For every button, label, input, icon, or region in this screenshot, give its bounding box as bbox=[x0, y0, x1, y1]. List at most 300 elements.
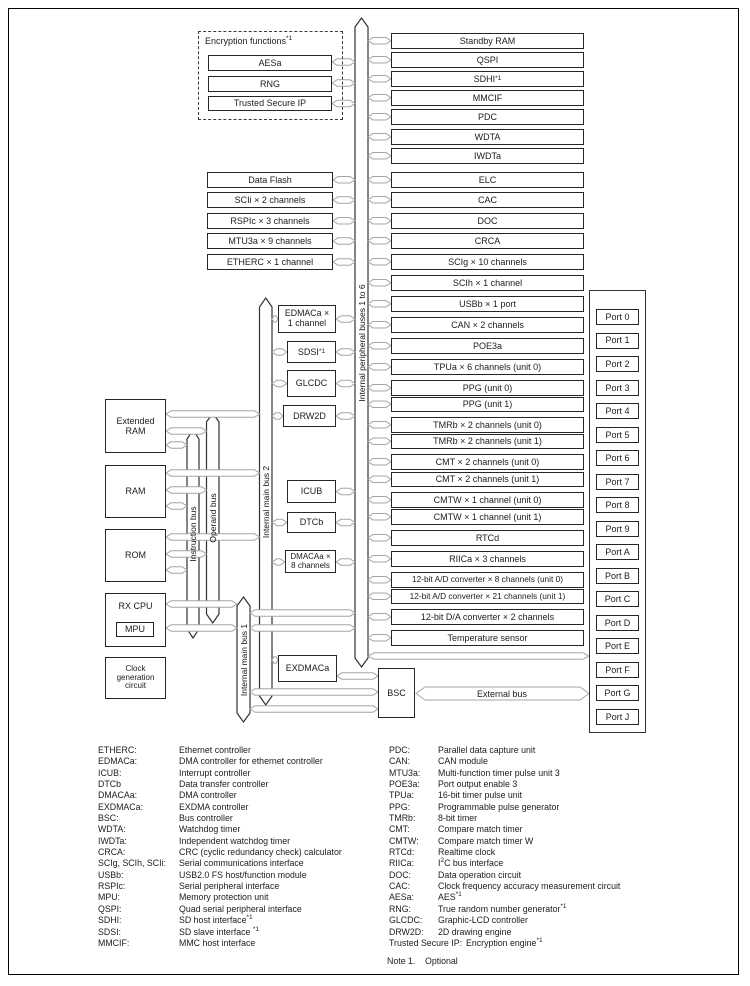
legend-def bbox=[438, 745, 535, 756]
block-wdta-label: WDTA bbox=[474, 131, 501, 142]
block-temperature-sensor-label: Temperature sensor bbox=[447, 632, 528, 643]
legend-row-tmrb bbox=[389, 813, 620, 824]
block-port-c-label: Port C bbox=[604, 594, 631, 605]
legend-term: MTU3a: bbox=[389, 767, 421, 778]
legend-note-label: Note 1. bbox=[387, 956, 416, 966]
bus-instruction-bus-label: Instruction bus bbox=[188, 506, 198, 562]
block-port-a-label: Port A bbox=[605, 547, 630, 558]
bus-connector bbox=[272, 349, 287, 355]
legend-def bbox=[438, 892, 462, 903]
block-glcdc-label: GLCDC bbox=[295, 378, 328, 389]
block-extended-ram-label: Extended RAM bbox=[116, 415, 155, 436]
block-port-5-label: Port 5 bbox=[605, 429, 630, 440]
block-tmrb-2-channels-unit-1-label: TMRb × 2 channels (unit 1) bbox=[433, 436, 542, 447]
block-sdhi-label: SDHI bbox=[473, 73, 496, 84]
block-port-4 bbox=[596, 403, 639, 419]
block-12-bit-a-d-converter-8-channels-unit-0 bbox=[391, 572, 584, 588]
legend-def bbox=[438, 870, 521, 881]
bus-connector bbox=[368, 593, 391, 599]
legend-term: PDC: bbox=[389, 745, 411, 755]
block-ppg-unit-1 bbox=[391, 397, 584, 413]
block-port-a bbox=[596, 544, 639, 560]
block-exdmaca-label: EXDMACa bbox=[285, 663, 330, 674]
legend-def-sup: *1 bbox=[455, 891, 462, 899]
block-pdc-label: PDC bbox=[477, 111, 497, 122]
block-clock-generation-circuit-label: Clock generation circuit bbox=[116, 663, 155, 691]
legend-def-text: 2D drawing engine bbox=[438, 926, 512, 937]
bus-connector bbox=[368, 385, 391, 391]
block-rng-label: RNG bbox=[260, 78, 280, 89]
block-can-2-channels bbox=[391, 317, 584, 333]
bus-connector bbox=[250, 610, 355, 616]
block-port-f bbox=[596, 662, 639, 678]
block-crca-label: CRCA bbox=[474, 235, 501, 246]
bus-connector bbox=[166, 503, 187, 509]
bus-connector bbox=[368, 577, 391, 583]
legend-def-sup: 2 bbox=[440, 857, 445, 865]
bus-internal-main-bus-2-label: Internal main bus 2 bbox=[260, 465, 271, 538]
block-extended-ram bbox=[105, 399, 166, 453]
block-drw2d-label: DRW2D bbox=[293, 410, 326, 421]
block-ppg-unit-0 bbox=[391, 380, 584, 396]
legend-term: RSPIc: bbox=[98, 881, 126, 892]
block-port-g-label: Port G bbox=[604, 688, 631, 699]
block-mmcif-label: MMCIF bbox=[472, 92, 503, 103]
block-sdsi-label: SDSI bbox=[297, 346, 319, 357]
legend-term: DMACAa: bbox=[98, 790, 138, 801]
block-port-f-label: Port F bbox=[605, 664, 630, 675]
legend-def-text: EXDMA controller bbox=[179, 801, 249, 812]
legend-def bbox=[179, 870, 307, 881]
legend-term: SDHI: bbox=[98, 915, 122, 926]
legend-row-usbb bbox=[98, 870, 342, 881]
block-etherc-1-channel-label: ETHERC × 1 channel bbox=[226, 256, 314, 267]
block-doc-label: DOC bbox=[477, 215, 498, 226]
block-bsc-label: BSC bbox=[387, 687, 406, 698]
block-rng bbox=[208, 76, 332, 92]
legend-def bbox=[179, 858, 304, 869]
legend-def bbox=[438, 756, 488, 767]
block-scii-2-channels-label: SCIi × 2 channels bbox=[234, 194, 306, 205]
legend-def-sup: *1 bbox=[252, 925, 259, 933]
encryption-functions-title-text: Encryption functions bbox=[205, 36, 287, 46]
bus-connector bbox=[166, 487, 207, 493]
legend-term: RTCd: bbox=[389, 847, 415, 858]
block-port-1-label: Port 1 bbox=[605, 335, 630, 346]
block-standby-ram bbox=[391, 33, 584, 49]
block-etherc-1-channel bbox=[207, 254, 333, 270]
block-doc bbox=[391, 213, 584, 229]
bus-connector bbox=[250, 625, 355, 631]
legend-def bbox=[179, 756, 323, 767]
legend-term: MMCIF: bbox=[98, 937, 130, 948]
legend-term: DRW2D: bbox=[389, 926, 424, 937]
legend-term: EXDMACa: bbox=[98, 801, 143, 812]
bus-connector bbox=[368, 476, 391, 482]
legend-def-text: Port output enable 3 bbox=[438, 779, 518, 790]
peripheral-to-ports-wire bbox=[368, 653, 589, 659]
legend-def bbox=[438, 904, 567, 915]
legend-def-text: Bus controller bbox=[179, 813, 233, 824]
block-tpua-6-channels-unit-0-label: TPUa × 6 channels (unit 0) bbox=[433, 361, 542, 372]
block-12-bit-d-a-converter-2-channels bbox=[391, 609, 584, 625]
block-port-7 bbox=[596, 474, 639, 490]
bus-connector bbox=[336, 316, 355, 322]
block-mtu3a-9-channels-label: MTU3a × 9 channels bbox=[228, 235, 312, 246]
legend-def-text: DMA controller bbox=[179, 790, 237, 801]
legend-def-text: Clock frequency accuracy measurement circuit bbox=[438, 881, 621, 892]
external-bus-label: External bus bbox=[476, 688, 528, 699]
legend-def bbox=[438, 915, 528, 926]
legend-term: TMRb: bbox=[389, 813, 416, 824]
block-edmaca-1-channel-label: EDMACa × bbox=[284, 308, 330, 319]
block-ram-label: RAM bbox=[125, 486, 146, 497]
block-12-bit-a-d-converter-21-channels-unit-1-label: 12-bit A/D converter × 21 channels (unit 1) bbox=[409, 590, 566, 601]
block-dmacaa-8-channels bbox=[285, 550, 336, 573]
legend-def-text: Quad serial peripheral interface bbox=[179, 903, 302, 914]
block-mmcif bbox=[391, 90, 584, 106]
block-edmaca-1-channel-label: 1 channel bbox=[287, 318, 327, 328]
bus-connector bbox=[368, 134, 391, 140]
block-drw2d bbox=[283, 405, 336, 427]
bus-connector bbox=[368, 153, 391, 159]
block-pdc bbox=[391, 109, 584, 125]
block-rom bbox=[105, 529, 166, 582]
block-port-5 bbox=[596, 427, 639, 443]
legend-def bbox=[466, 938, 543, 949]
legend-def bbox=[438, 836, 533, 847]
block-rspic-3-channels bbox=[207, 213, 333, 229]
legend-def bbox=[179, 813, 233, 824]
legend-row-exdmaca bbox=[98, 802, 342, 813]
legend-row-scig-scih-scii bbox=[98, 858, 342, 869]
legend-def-text: MMC host interface bbox=[179, 937, 256, 948]
block-cmt-2-channels-unit-1-label: CMT × 2 channels (unit 1) bbox=[435, 474, 540, 485]
legend-row-can bbox=[389, 756, 620, 767]
bus-connector bbox=[336, 519, 355, 525]
block-standby-ram-label: Standby RAM bbox=[459, 35, 516, 46]
block-cmtw-1-channel-unit-1-label: CMTW × 1 channel (unit 1) bbox=[433, 511, 542, 522]
legend-term: TPUa: bbox=[389, 790, 414, 801]
legend-row-cmt bbox=[389, 824, 620, 835]
block-port-e bbox=[596, 638, 639, 654]
legend-def bbox=[438, 790, 522, 801]
legend-row-rng bbox=[389, 904, 620, 915]
legend-def-text: Interrupt controller bbox=[179, 767, 251, 778]
legend-term: MPU: bbox=[98, 892, 120, 903]
bus-connector bbox=[166, 601, 237, 607]
bus-connector bbox=[333, 238, 355, 244]
bus-connector bbox=[166, 567, 187, 573]
bus-connector bbox=[368, 614, 391, 620]
block-port-2-label: Port 2 bbox=[605, 359, 630, 369]
legend-row-glcdc bbox=[389, 915, 620, 926]
legend-def bbox=[179, 824, 240, 835]
bus-connector bbox=[368, 422, 391, 428]
legend-term: CAN: bbox=[389, 756, 411, 767]
legend-row-mpu bbox=[98, 892, 342, 903]
block-port-j-label: Port J bbox=[605, 711, 630, 722]
block-cmtw-1-channel-unit-0-label: CMTW × 1 channel (unit 0) bbox=[433, 494, 542, 505]
bus-connector bbox=[337, 673, 378, 679]
legend-def bbox=[438, 802, 559, 813]
block-riica-3-channels bbox=[391, 551, 584, 567]
bus-operand-bus-label: Operand bus bbox=[207, 493, 218, 543]
block-cmtw-1-channel-unit-1 bbox=[391, 509, 584, 525]
legend-left-column bbox=[98, 745, 342, 949]
legend-row-drw2d bbox=[389, 927, 620, 938]
legend-def-text: Ethernet controller bbox=[179, 745, 251, 755]
legend-row-edmaca bbox=[98, 756, 342, 767]
legend-def-text: Compare match timer W bbox=[438, 835, 534, 846]
legend-term: SCIg, SCIh, SCIi: bbox=[98, 858, 166, 869]
block-rtcd-label: RTCd bbox=[475, 532, 500, 543]
block-aesa-label: AESa bbox=[258, 57, 282, 68]
legend-term: IWDTa: bbox=[98, 835, 127, 846]
legend-row-wdta bbox=[98, 824, 342, 835]
legend-row-aesa bbox=[389, 892, 620, 903]
legend-def bbox=[179, 938, 255, 949]
block-port-3 bbox=[596, 380, 639, 396]
block-port-4-label: Port 4 bbox=[605, 406, 630, 417]
bus-connector bbox=[336, 559, 355, 565]
legend-def-text: CAN module bbox=[438, 756, 488, 767]
block-can-2-channels-label: CAN × 2 channels bbox=[451, 319, 524, 330]
legend-def bbox=[438, 813, 477, 824]
bus-connector bbox=[368, 514, 391, 520]
legend-def-text: CRC (cyclic redundancy check) calculator bbox=[179, 847, 342, 858]
legend-term: CMT: bbox=[389, 824, 410, 835]
block-usbb-1-port bbox=[391, 296, 584, 312]
block-port-1 bbox=[596, 333, 639, 349]
block-port-9-label: Port 9 bbox=[605, 523, 630, 534]
legend-def-text: DMA controller for ethernet controller bbox=[179, 756, 323, 767]
bus-connector bbox=[368, 301, 391, 307]
block-qspi-label: QSPI bbox=[476, 54, 499, 65]
legend-term: RIICa: bbox=[389, 858, 414, 869]
bus-connector bbox=[368, 401, 391, 407]
block-rspic-3-channels-label: RSPIc × 3 channels bbox=[230, 215, 310, 226]
legend-def bbox=[179, 745, 251, 756]
bus-connector bbox=[368, 259, 391, 265]
legend-def bbox=[438, 881, 620, 892]
legend-def bbox=[179, 847, 342, 858]
bus-connector bbox=[272, 559, 285, 565]
block-tpua-6-channels-unit-0 bbox=[391, 359, 584, 375]
block-port-6 bbox=[596, 450, 639, 466]
block-bsc bbox=[378, 668, 415, 718]
legend-term: GLCDC: bbox=[389, 915, 423, 926]
legend-def-text: 16-bit timer pulse unit bbox=[438, 790, 523, 801]
block-ram bbox=[105, 465, 166, 518]
block-elc bbox=[391, 172, 584, 188]
legend-def-text: Encryption engine bbox=[466, 937, 537, 948]
legend-def-text: Multi-function timer pulse unit 3 bbox=[438, 767, 560, 778]
legend-def-text: 8-bit timer bbox=[438, 813, 478, 824]
block-rtcd bbox=[391, 530, 584, 546]
bus-connector bbox=[368, 364, 391, 370]
block-ppg-unit-0-label: PPG (unit 0) bbox=[462, 382, 513, 393]
legend-row-iwdta bbox=[98, 836, 342, 847]
bus-internal-main-bus-1-label: Internal main bus 1 bbox=[238, 623, 249, 696]
legend-term: EDMACa: bbox=[98, 756, 138, 767]
legend-term: ICUB: bbox=[98, 767, 122, 778]
block-port-8-label: Port 8 bbox=[605, 500, 630, 511]
bus-connector bbox=[368, 343, 391, 349]
bus-connector bbox=[166, 625, 237, 631]
legend-right-column bbox=[389, 745, 620, 949]
block-wdta bbox=[391, 129, 584, 145]
bus-connector bbox=[333, 259, 355, 265]
legend-row-mtu3a bbox=[389, 768, 620, 779]
bus-connector bbox=[368, 57, 391, 63]
block-scii-2-channels bbox=[207, 192, 333, 208]
bus-connector bbox=[333, 218, 355, 224]
bus-connector bbox=[272, 413, 283, 419]
block-port-b-label: Port B bbox=[604, 570, 630, 581]
legend-def-text: Independent watchdog timer bbox=[179, 835, 291, 846]
legend-term: RNG: bbox=[389, 903, 411, 914]
block-data-flash bbox=[207, 172, 333, 188]
legend-def bbox=[438, 768, 560, 779]
legend-def bbox=[179, 904, 302, 915]
legend-row-icub bbox=[98, 768, 342, 779]
legend-def bbox=[179, 790, 237, 801]
legend-def-text: Programmable pulse generator bbox=[438, 801, 560, 812]
block-tmrb-2-channels-unit-0 bbox=[391, 417, 584, 433]
block-poe3a-label: POE3a bbox=[472, 340, 503, 351]
bus-connector bbox=[336, 349, 355, 355]
legend-def-text: Serial peripheral interface bbox=[179, 881, 280, 892]
block-dtcb-label: DTCb bbox=[299, 517, 324, 528]
block-mpu bbox=[116, 622, 154, 637]
legend-def-text: Realtime clock bbox=[438, 847, 496, 858]
block-port-d bbox=[596, 615, 639, 631]
legend-def bbox=[179, 915, 253, 926]
block-usbb-1-port-label: USBb × 1 port bbox=[459, 298, 516, 309]
legend-term: DTCb bbox=[98, 779, 121, 790]
block-ppg-unit-1-label: PPG (unit 1) bbox=[462, 399, 513, 410]
block-12-bit-a-d-converter-21-channels-unit-1 bbox=[391, 589, 584, 605]
block-scih-1-channel bbox=[391, 275, 584, 291]
bus-connector bbox=[368, 535, 391, 541]
bus-connector bbox=[368, 95, 391, 101]
bus-connector bbox=[336, 413, 355, 419]
block-port-j bbox=[596, 709, 639, 725]
block-trusted-secure-ip bbox=[208, 96, 332, 111]
block-rom-label: ROM bbox=[125, 550, 146, 561]
block-rx-cpu bbox=[105, 593, 166, 647]
legend-def-text: Data operation circuit bbox=[438, 869, 522, 880]
bus-connector bbox=[368, 238, 391, 244]
bus-connector bbox=[368, 280, 391, 286]
bus-connector bbox=[250, 689, 378, 695]
block-12-bit-d-a-converter-2-channels-label: 12-bit D/A converter × 2 channels bbox=[420, 611, 555, 622]
legend-row-riica bbox=[389, 858, 620, 869]
block-port-7-label: Port 7 bbox=[605, 476, 630, 487]
bus-connector bbox=[336, 488, 355, 494]
legend-term: BSC: bbox=[98, 813, 119, 824]
block-cmt-2-channels-unit-1 bbox=[391, 472, 584, 488]
legend-def bbox=[179, 892, 268, 903]
legend-term: SDSI: bbox=[98, 926, 121, 937]
bus-connector bbox=[368, 177, 391, 183]
block-cac bbox=[391, 192, 584, 208]
block-iwdta bbox=[391, 148, 584, 164]
bus-connector bbox=[166, 442, 187, 448]
legend-row-bsc bbox=[98, 813, 342, 824]
block-cmt-2-channels-unit-0-label: CMT × 2 channels (unit 0) bbox=[435, 456, 540, 467]
bus-connector bbox=[333, 177, 355, 183]
block-edmaca-1-channel bbox=[278, 305, 336, 333]
block-port-d-label: Port D bbox=[604, 617, 631, 628]
legend-row-mmcif bbox=[98, 938, 342, 949]
block-port-0 bbox=[596, 309, 639, 325]
block-scig-10-channels-label: SCIg × 10 channels bbox=[448, 256, 527, 267]
bus-connector bbox=[368, 218, 391, 224]
block-clock-generation-circuit bbox=[105, 657, 166, 699]
block-elc-label: ELC bbox=[478, 174, 497, 185]
block-port-3-label: Port 3 bbox=[605, 382, 630, 393]
block-port-6-label: Port 6 bbox=[605, 453, 630, 464]
legend-row-doc bbox=[389, 870, 620, 881]
legend-row-dmacaa bbox=[98, 790, 342, 801]
legend-def bbox=[179, 836, 290, 847]
legend-term: CAC: bbox=[389, 881, 411, 892]
block-glcdc bbox=[287, 370, 336, 397]
block-port-g bbox=[596, 685, 639, 701]
bus-connector bbox=[368, 114, 391, 120]
block-cmtw-1-channel-unit-0 bbox=[391, 492, 584, 508]
block-exdmaca bbox=[278, 655, 337, 682]
bus-connector bbox=[166, 428, 207, 434]
block-mtu3a-9-channels bbox=[207, 233, 333, 249]
legend-def-text: Parallel data capture unit bbox=[438, 745, 536, 755]
legend-row-sdhi bbox=[98, 915, 342, 926]
legend-def bbox=[179, 779, 268, 790]
legend-def-text: Serial communications interface bbox=[179, 858, 304, 869]
block-port-8 bbox=[596, 497, 639, 513]
bus-connector bbox=[368, 556, 391, 562]
bus-connector bbox=[166, 470, 260, 476]
encryption-functions-title-sup: *1 bbox=[286, 35, 293, 42]
bus-connector bbox=[368, 322, 391, 328]
legend-term: POE3a: bbox=[389, 779, 420, 790]
bus-connector bbox=[166, 551, 207, 557]
legend-def-sup: *1 bbox=[536, 936, 543, 944]
legend-def bbox=[179, 881, 279, 892]
legend-def-sup: *1 bbox=[560, 902, 567, 910]
block-aesa bbox=[208, 55, 332, 71]
block-data-flash-label: Data Flash bbox=[248, 174, 292, 185]
block-port-e-label: Port E bbox=[604, 641, 630, 652]
legend-def bbox=[438, 858, 503, 869]
block-cac-label: CAC bbox=[477, 194, 497, 205]
bus-connector bbox=[368, 38, 391, 44]
bus-connector bbox=[333, 197, 355, 203]
bus-internal-peripheral-buses-1-to-6-label: Internal peripheral buses 1 to 6 bbox=[356, 283, 367, 402]
legend-def-text: Graphic-LCD controller bbox=[438, 915, 528, 926]
block-scig-10-channels bbox=[391, 254, 584, 270]
block-sdhi: SDHI *1 bbox=[391, 71, 584, 87]
legend-row-cac bbox=[389, 881, 620, 892]
block-port-0-label: Port 0 bbox=[605, 311, 630, 322]
legend-row-cmtw bbox=[389, 836, 620, 847]
legend-def-text: USB2.0 FS host/function module bbox=[179, 869, 307, 880]
bus-connector bbox=[272, 519, 287, 525]
legend-def-text: Watchdog timer bbox=[179, 824, 241, 835]
legend-term: QSPI: bbox=[98, 903, 122, 914]
